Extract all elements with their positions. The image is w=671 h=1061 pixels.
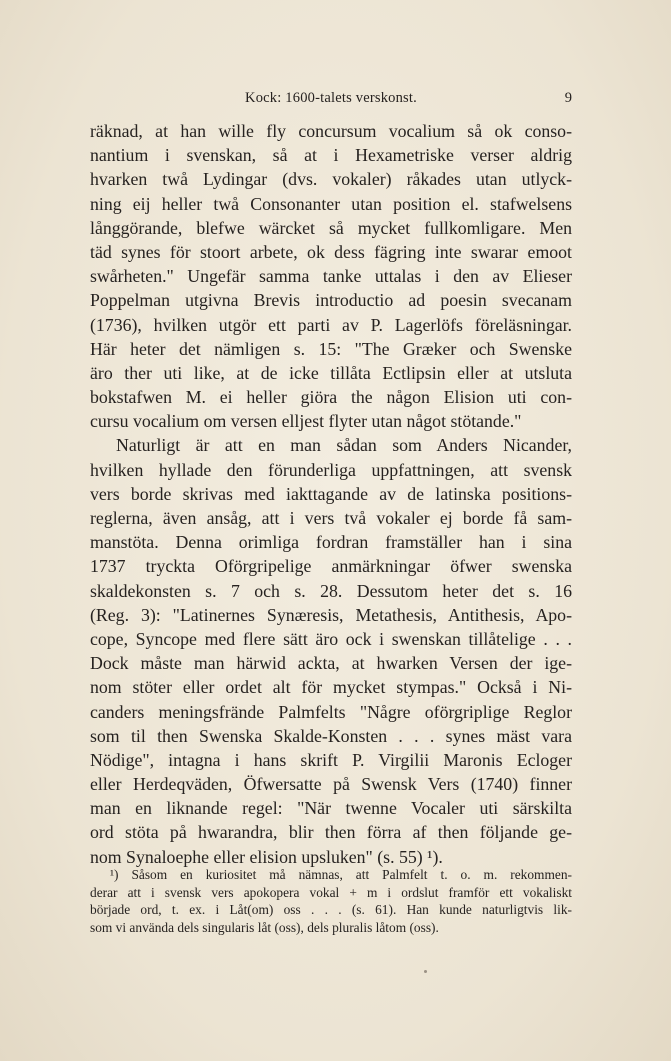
text-line: cursu vocalium om versen elljest flyter utan något stötande." [90, 411, 522, 432]
body-text [90, 119, 572, 869]
text-line: Poppelman utgivna Brevis introductio ad poesin svecanam [90, 290, 572, 311]
text-line: ord stöta på hwarandra, blir then förra af then följande ge- [90, 822, 572, 843]
text-line: ning eij heller twå Consonanter utan position el. stafwelsens [90, 193, 572, 214]
text-line: (1736), hvilken utgör ett parti av P. Lagerlöfs föreläsningar. [90, 314, 572, 335]
text-line: räknad, at han wille fly concursum vocalium så ok conso- [90, 121, 572, 141]
text-line: manstöta. Denna orimliga fordran framställer han i sina [90, 532, 572, 553]
footnote-line: derar att i svensk vers apokopera vokal + m i ordslut framför ett vokaliskt [90, 884, 572, 900]
page-number: 9 [564, 90, 572, 106]
text-line: cope, Syncope med flere sätt äro ock i swenskan tillåtelige . . . [90, 628, 572, 649]
text-line: swårheten." Ungefär samma tanke uttalas i den av Elieser [90, 266, 572, 287]
text-line: Nödige", intagna i hans skrift P. Virgilii Maronis Ecloger [90, 749, 572, 770]
text-line: nantium i svenskan, så at i Hexametriske verser aldrig [90, 145, 572, 166]
text-line: 1737 tryckta Oförgripelige anmärkningar öfwer swenska [90, 556, 572, 577]
text-line: reglerna, även ansåg, att i vers två vokaler ej borde få sam- [90, 508, 572, 528]
page-header [90, 90, 572, 112]
text-line: hvarken twå Lydingar (dvs. vokaler) råkades utan utlyck- [90, 169, 572, 190]
text-line: (Reg. 3): "Latinernes Synæresis, Metathesis, Antithesis, Apo- [90, 604, 572, 625]
text-line: långgörande, blefwe wärcket så mycket fullkomligare. Men [90, 217, 572, 238]
text-line: bokstafwen M. ei heller giöra the någon Elision uti con- [90, 387, 572, 408]
footnotes [90, 866, 572, 936]
running-head: Kock: 1600-talets verskonst. [245, 90, 417, 106]
text-line: vers borde skrivas med iakttagande av de latinska positions- [90, 483, 572, 504]
text-line: hvilken hyllade den förunderliga uppfattningen, att svensk [90, 459, 572, 480]
text-line: eller Herdeqväden, Öfwersatte på Swensk Vers (1740) finner [90, 774, 572, 795]
paper-speck [424, 970, 427, 973]
footnote-line: ¹) Såsom en kuriositet må nämnas, att Palmfelt t. o. m. rekommen- [110, 867, 572, 882]
text-line: Dock måste man härwid ackta, at hwarken Versen der ige- [90, 653, 572, 674]
text-line: man en liknande regel: "När twenne Vocaler uti särskilta [90, 798, 572, 819]
footnote-line: började ord, t. ex. i Låt(om) oss . . . (s. 61). Han kunde naturligtvis lik- [90, 902, 572, 918]
text-line: äro ther uti like, at de icke tillåta Ectlipsin eller at utsluta [90, 362, 572, 383]
text-line: Här heter det nämligen s. 15: "The Græker och Swenske [90, 338, 572, 359]
text-line: täd synes för stoort arbete, ok dess fägring inte swarar emoot [90, 241, 572, 262]
text-line: som til then Swenska Skalde-Konsten . . . synes mäst vara [90, 725, 572, 746]
text-line: nom Synaloephe eller elision upsluken" (s. 55) ¹). [90, 846, 443, 867]
footnote-line: som vi använda dels singularis låt (oss), dels pluralis låtom (oss). [90, 919, 439, 935]
text-line: nom stöter eller ordet alt för mycket stympas." Också i Ni- [90, 677, 572, 698]
text-line: Naturligt är att en man sådan som Anders Nicander, [116, 435, 572, 456]
text-line: skaldekonsten s. 7 och s. 28. Dessutom heter det s. 16 [90, 580, 572, 601]
text-line: canders meningsfrände Palmfelts "Någre oförgriplige Reglor [90, 701, 572, 722]
